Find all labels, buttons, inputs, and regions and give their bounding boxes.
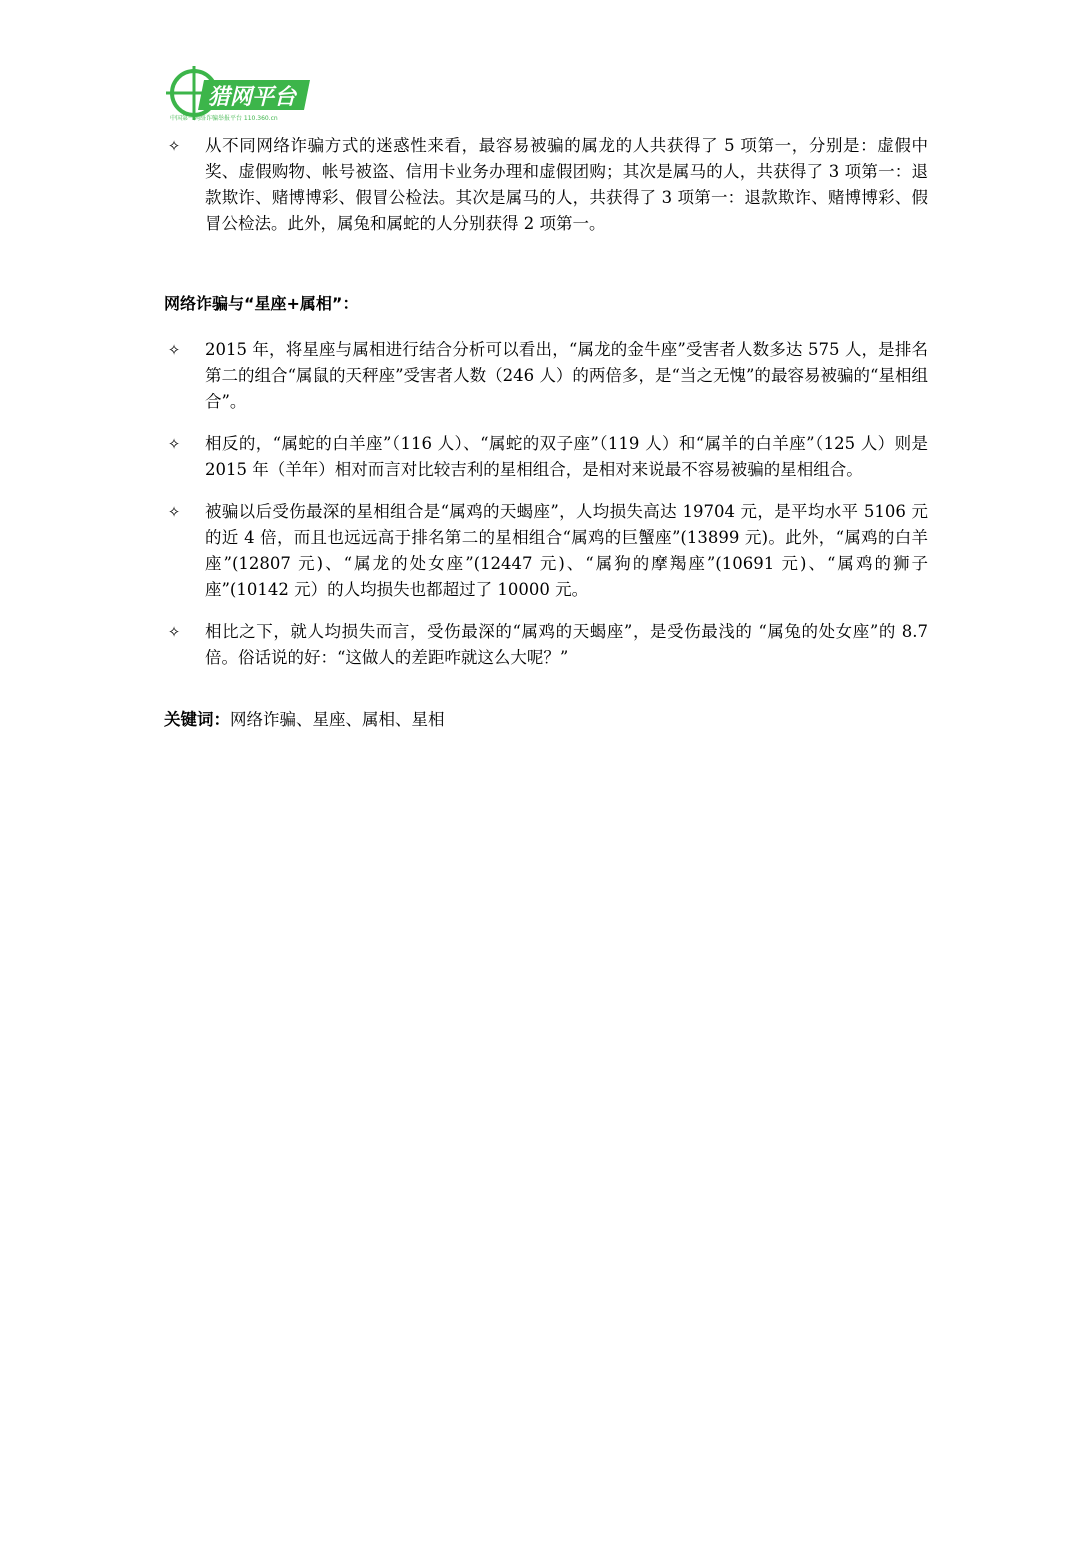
lieweng-logo — [164, 66, 314, 122]
paragraph-text: 从不同网络诈骗方式的迷惑性来看，最容易被骗的属龙的人共获得了 5 项第一，分别是：虚假中奖、虚假购物、帐号被盗、信用卡业务办理和虚假团购；其次是属马的人，共获得了 3 项第一：退款欺诈、赌博博彩、假冒公检法。其次是属马的人，共获得了 3 项第一：退款欺诈、赌博博彩、假冒公检法。此外，属兔和属蛇的人分别获得 2 项第一。 — [205, 136, 928, 233]
list-item — [164, 133, 928, 237]
crosshair-logo-icon — [164, 66, 314, 122]
logo-tagline: 中国第一网络诈骗举报平台 110.360.cn — [170, 115, 278, 122]
keywords-value: 网络诈骗、星座、属相、星相 — [230, 710, 445, 729]
diamond-star-bullet-icon: ✧ — [167, 137, 181, 155]
keywords-label: 关键词： — [164, 710, 230, 729]
logo-text: 猎网平台 — [208, 85, 297, 110]
diamond-star-bullet-icon: ✧ — [167, 341, 181, 359]
paragraph-text: 2015 年，将星座与属相进行结合分析可以看出，“属龙的金牛座”受害者人数多达 575 人，是排名第二的组合“属鼠的天秤座”受害者人数（246 人）的两倍多，是“当之无愧”的最容易被骗的“星相组合”。 — [205, 340, 928, 411]
section-heading: 网络诈骗与“星座+属相”： — [164, 294, 359, 313]
paragraph-text: 相比之下，就人均损失而言，受伤最深的“属鸡的天蝎座”，是受伤最浅的 “属兔的处女座”的 8.7 倍。俗话说的好：“这做人的差距咋就这么大呢？” — [205, 622, 928, 667]
paragraph-text: 被骗以后受伤最深的星相组合是“属鸡的天蝎座”，人均损失高达 19704 元，是平均水平 5106 元的近 4 倍，而且也远远高于排名第二的星相组合“属鸡的巨蟹座”(13899 元)。此外，“属鸡的白羊座”(12807 元)、“属龙的处女座”(12447 元)、“属狗的摩羯座”(10691 元)、“属鸡的狮子座”(10142 元）的人均损失也都超过了 10000 元。 — [205, 502, 928, 599]
diamond-star-bullet-icon: ✧ — [167, 435, 181, 453]
paragraph-text: 相反的，“属蛇的白羊座”（116 人）、“属蛇的双子座”（119 人）和“属羊的白羊座”（125 人）则是 2015 年（羊年）相对而言对比较吉利的星相组合，是相对来说最不容易被骗的星相组合。 — [205, 434, 928, 479]
list-item — [164, 337, 928, 415]
main-content — [164, 133, 928, 733]
list-item — [164, 499, 928, 603]
diamond-star-bullet-icon: ✧ — [167, 503, 181, 521]
list-item — [164, 431, 928, 483]
list-item — [164, 619, 928, 671]
diamond-star-bullet-icon: ✧ — [167, 623, 181, 641]
keywords-line — [164, 707, 928, 733]
